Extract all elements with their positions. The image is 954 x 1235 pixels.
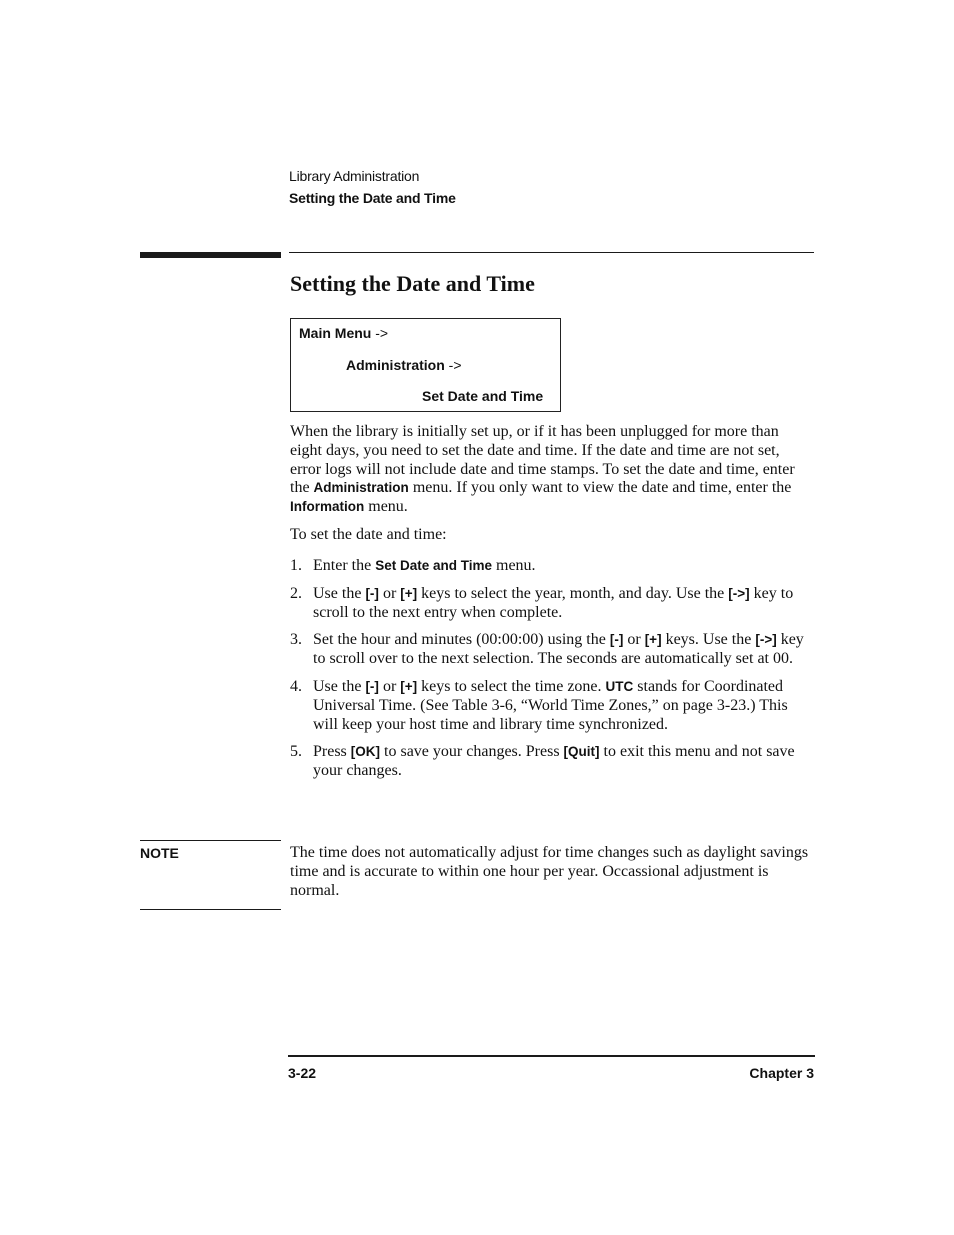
note-text: The time does not automatically adjust for time changes such as daylight savings time and is accurate to within one hour per year. Occassional adjustment is normal. <box>290 844 809 899</box>
intro-administration-keyword: Administration <box>313 480 409 496</box>
menu-path-level1 <box>299 325 388 341</box>
footer-chapter: Chapter 3 <box>749 1065 814 1081</box>
step-text: Press <box>313 743 351 761</box>
step-text: or <box>378 584 401 602</box>
running-head-chapter: Library Administration <box>289 168 420 184</box>
step-keyword: [OK] <box>350 744 381 760</box>
step-text: menu. <box>492 557 536 574</box>
step-text: keys to select the time zone. <box>417 677 606 695</box>
intro-paragraph <box>290 423 814 517</box>
step-keyword: [->] <box>755 632 777 648</box>
step-keyword: [-] <box>609 632 624 648</box>
running-head-section: Setting the Date and Time <box>289 190 456 206</box>
footer-rule <box>288 1055 815 1057</box>
step-number: 5. <box>290 743 302 761</box>
step-number: 1. <box>290 557 302 574</box>
step-number: 4. <box>290 677 302 695</box>
note-rule-top <box>140 840 281 841</box>
menu-path-box <box>290 318 561 412</box>
step-item <box>290 743 814 781</box>
intro-text-1: When the library is initially set up, or if it has been unplugged for more than eight days, you need to set the date and time. If the date and time are not set, error logs will not include date and time stamps. To set the date and time, enter the <box>290 423 795 497</box>
running-head <box>289 165 456 209</box>
step-keyword: [-] <box>365 678 379 694</box>
note-rule-bottom <box>140 909 281 910</box>
step-text: to save your changes. Press <box>380 743 564 761</box>
menu-path-level1-label: Main Menu <box>299 325 372 341</box>
step-keyword: UTC <box>605 678 634 694</box>
step-text: key to scroll over to the next selection. The seconds are automatically set at 00. <box>313 631 804 668</box>
step-item <box>290 631 814 669</box>
section-rule-thin <box>289 252 814 253</box>
footer-page-number: 3-22 <box>288 1065 317 1081</box>
menu-path-level2-arrow: -> <box>444 357 462 373</box>
section-rule-thick <box>140 252 281 258</box>
section-title: Setting the Date and Time <box>290 271 535 296</box>
step-item <box>290 585 814 623</box>
step-item <box>290 557 814 576</box>
menu-path-level3 <box>422 388 543 404</box>
step-text: Enter the <box>313 557 376 574</box>
lead-in-text: To set the date and time: <box>290 526 447 543</box>
step-number: 3. <box>290 631 302 649</box>
menu-path-level3-label: Set Date and Time <box>422 388 544 404</box>
step-text: or <box>623 631 645 649</box>
step-keyword: [Quit] <box>563 744 600 760</box>
step-item <box>290 678 814 734</box>
note-label: NOTE <box>140 845 179 861</box>
intro-text-3: menu. <box>364 498 408 516</box>
menu-path-level2-label: Administration <box>346 357 445 373</box>
step-number: 2. <box>290 584 302 602</box>
step-text: key to scroll to the next entry when complete. <box>313 584 794 621</box>
step-keyword: [+] <box>400 678 418 694</box>
step-keyword: [->] <box>728 585 750 601</box>
step-keyword: Set Date and Time <box>375 558 492 573</box>
step-text: stands for Coordinated Universal Time. (See Table 3-6, “World Time Zones,” on page 3-23.) This will keep your host time and library time synchronized. <box>313 677 788 733</box>
steps-list <box>290 557 814 790</box>
step-text: to exit this menu and not save your changes. <box>313 743 795 780</box>
step-text: Set the hour and minutes (00:00:00) using the <box>313 631 610 649</box>
step-text: keys. Use the <box>661 631 756 649</box>
step-keyword: [-] <box>365 585 379 601</box>
step-text: or <box>378 677 401 695</box>
intro-text-2: menu. If you only want to view the date and time, enter the <box>408 479 792 497</box>
intro-information-keyword: Information <box>290 499 365 515</box>
menu-path-level2 <box>346 357 462 373</box>
step-text: Use the <box>313 677 366 695</box>
menu-path-level1-arrow: -> <box>371 325 389 341</box>
step-keyword: [+] <box>400 585 418 601</box>
step-keyword: [+] <box>644 632 662 648</box>
step-text: keys to select the year, month, and day. Use the <box>417 584 729 602</box>
step-text: Use the <box>313 584 366 602</box>
